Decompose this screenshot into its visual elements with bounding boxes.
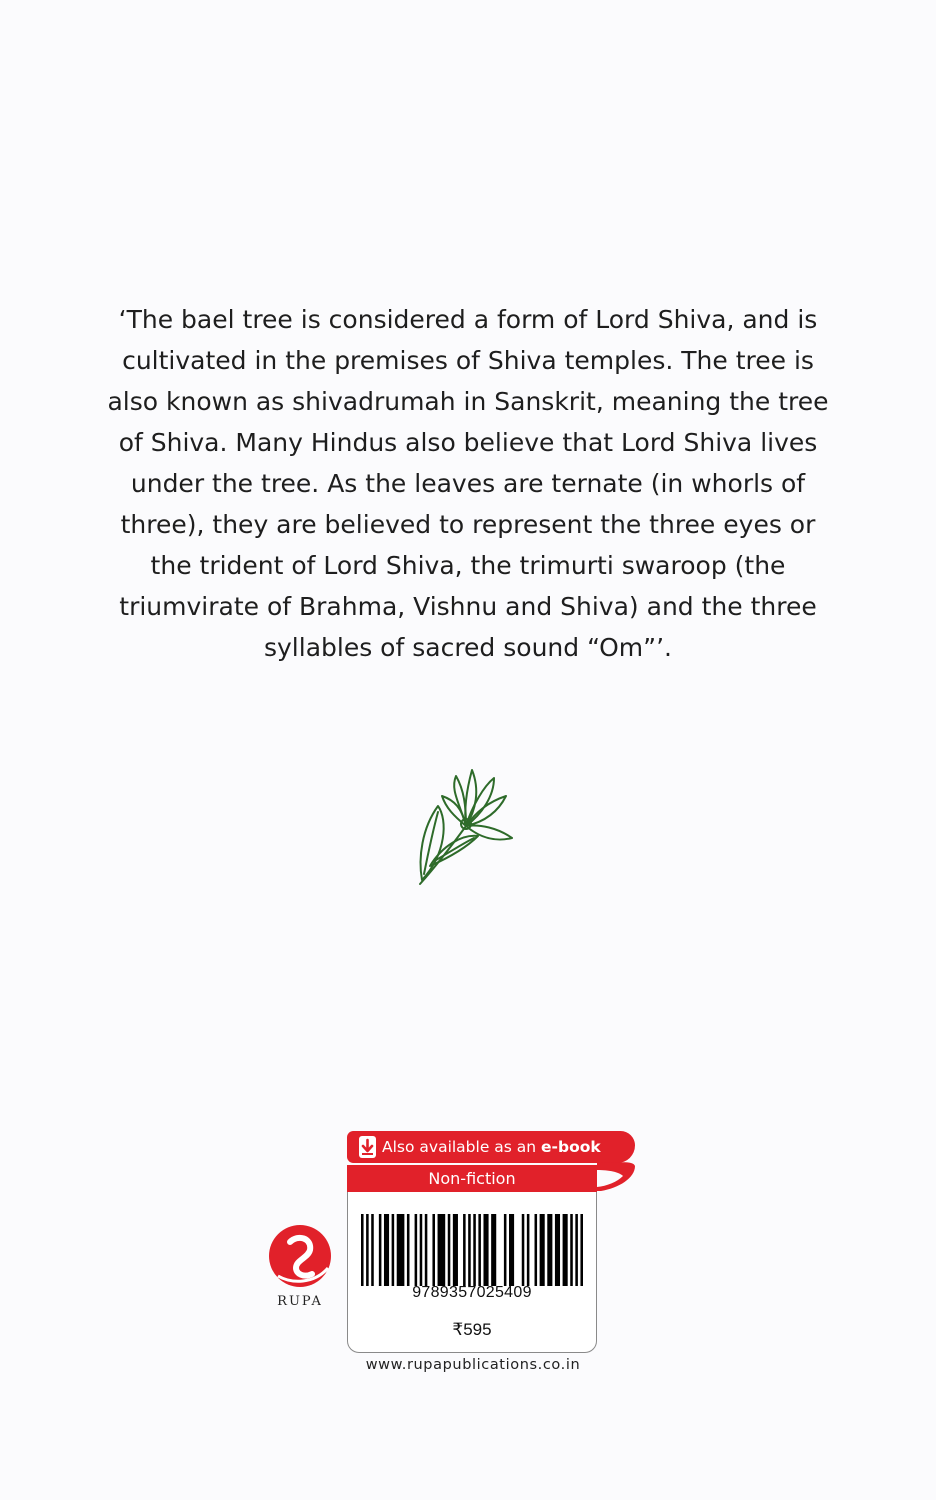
barcode-bar bbox=[540, 1214, 545, 1286]
genre-label: Non-fiction bbox=[347, 1165, 597, 1192]
barcode-bar bbox=[384, 1214, 389, 1286]
barcode-bar bbox=[468, 1214, 471, 1286]
back-cover-quote bbox=[90, 299, 846, 668]
barcode-bar bbox=[483, 1214, 488, 1286]
rupa-logo-icon bbox=[266, 1224, 334, 1288]
download-icon bbox=[359, 1136, 376, 1158]
quote-line: the trident of Lord Shiva, the trimurti swaroop (the bbox=[150, 551, 786, 580]
barcode-bar bbox=[491, 1214, 496, 1286]
ebook-availability-banner bbox=[347, 1131, 635, 1163]
barcode-bar bbox=[453, 1214, 458, 1286]
quote-line: cultivated in the premises of Shiva temples. The tree is bbox=[122, 346, 814, 375]
banner-curl bbox=[597, 1160, 637, 1192]
barcode-bar bbox=[478, 1214, 481, 1286]
quote-line: syllables of sacred sound “Om”’. bbox=[263, 633, 673, 662]
quote-line: under the tree. As the leaves are ternate (in whorls of bbox=[130, 469, 806, 498]
price-label: ₹595 bbox=[452, 1320, 492, 1339]
barcode-bar bbox=[432, 1214, 435, 1286]
barcode-panel bbox=[347, 1192, 597, 1353]
barcode-bar bbox=[527, 1214, 530, 1286]
isbn-barcode bbox=[361, 1214, 583, 1286]
ebook-emphasis: e-book bbox=[541, 1138, 601, 1156]
barcode-bar bbox=[504, 1214, 507, 1286]
publisher-website: www.rupapublications.co.in bbox=[365, 1357, 581, 1373]
ebook-label: Also available as an e-book bbox=[382, 1138, 601, 1156]
barcode-bar bbox=[379, 1214, 382, 1286]
barcode-bar bbox=[425, 1214, 428, 1286]
barcode-bar bbox=[448, 1214, 451, 1286]
bael-leaf-flower-icon bbox=[414, 762, 514, 888]
barcode-bar bbox=[371, 1214, 374, 1286]
quote-line: of Shiva. Many Hindus also believe that Lord Shiva lives bbox=[118, 428, 818, 457]
quote-line: also known as shivadrumah in Sanskrit, meaning the tree bbox=[107, 387, 829, 416]
barcode-bar bbox=[392, 1214, 395, 1286]
quote-line: three), they are believed to represent the three eyes or bbox=[120, 510, 816, 539]
barcode-bar bbox=[415, 1214, 418, 1286]
barcode-bar bbox=[361, 1214, 364, 1286]
publisher-name: RUPA bbox=[277, 1294, 323, 1309]
barcode-bar bbox=[366, 1214, 369, 1286]
barcode-bar bbox=[407, 1214, 410, 1286]
quote-line: triumvirate of Brahma, Vishnu and Shiva) and the three bbox=[119, 592, 817, 621]
barcode-bar bbox=[522, 1214, 525, 1286]
barcode-bar bbox=[509, 1214, 514, 1286]
barcode-bar bbox=[397, 1214, 405, 1286]
barcode-bar bbox=[563, 1214, 568, 1286]
barcode-bar bbox=[570, 1214, 573, 1286]
isbn-number: 9789357025409 bbox=[412, 1284, 532, 1301]
barcode-bar bbox=[535, 1214, 538, 1286]
barcode-bar bbox=[473, 1214, 476, 1286]
barcode-bar bbox=[575, 1214, 578, 1286]
barcode-bar bbox=[438, 1214, 446, 1286]
barcode-bar bbox=[580, 1214, 583, 1286]
barcode-bar bbox=[555, 1214, 560, 1286]
barcode-bar bbox=[463, 1214, 466, 1286]
barcode-bar bbox=[420, 1214, 423, 1286]
quote-line: ‘The bael tree is considered a form of Lord Shiva, and is bbox=[118, 305, 818, 334]
barcode-bar bbox=[547, 1214, 552, 1286]
